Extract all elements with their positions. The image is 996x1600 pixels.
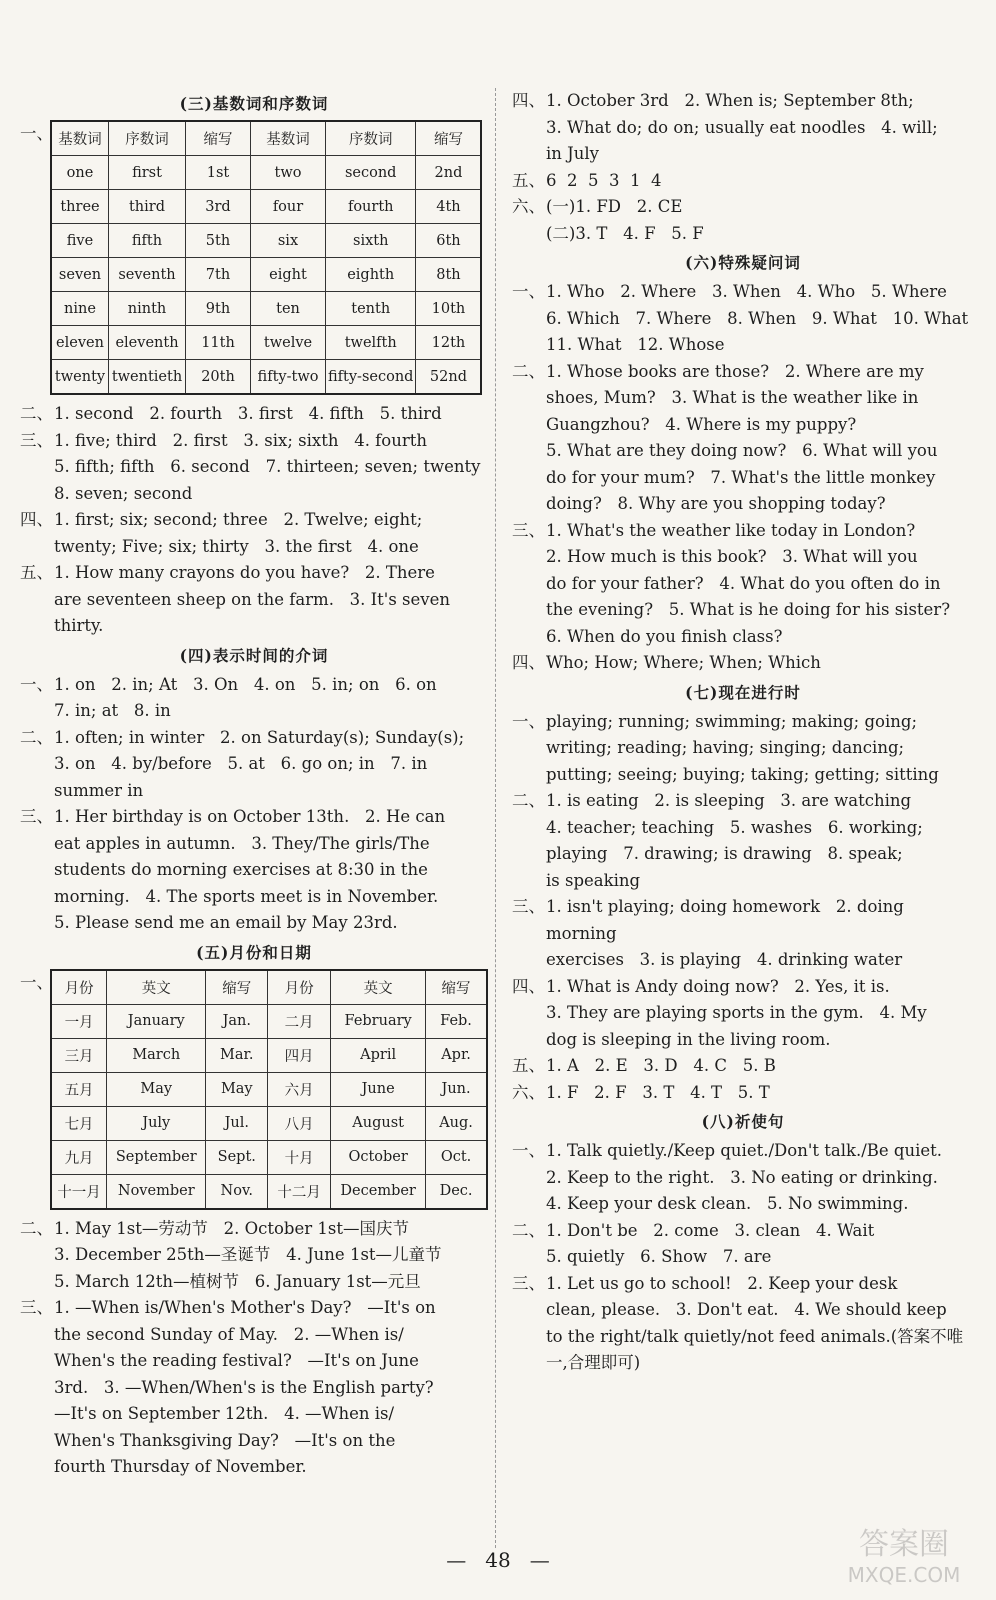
answer-block bbox=[512, 359, 974, 518]
table-cell: March bbox=[107, 1038, 206, 1072]
table-cell: 7th bbox=[186, 258, 251, 292]
answer-line: 3. What do; do on; usually eat noodles 4. will; bbox=[546, 117, 938, 137]
answer-line: clean, please. 3. Don't eat. 4. We should keep bbox=[546, 1300, 947, 1319]
answer-line: 1. Her birthday is on October 13th. 2. He can bbox=[54, 807, 446, 826]
table-row bbox=[51, 1174, 487, 1209]
question-marker: 三、 bbox=[20, 430, 53, 450]
table-cell: Apr. bbox=[426, 1038, 487, 1072]
question-marker: 六、 bbox=[512, 197, 545, 216]
numbers-table-block bbox=[20, 120, 488, 395]
page-dash-left: — bbox=[446, 1548, 467, 1572]
answer-line: are seventeen sheep on the farm. 3. It's seven bbox=[54, 589, 450, 609]
table-row bbox=[51, 1004, 487, 1038]
table-cell: 11th bbox=[186, 326, 251, 360]
question-marker: 一、 bbox=[20, 972, 53, 992]
section-title-5: (五)月份和日期 bbox=[196, 942, 312, 962]
answer-line: 1. Who 2. Where 3. When 4. Who 5. Where bbox=[546, 282, 947, 301]
answer-block bbox=[512, 518, 974, 651]
table-cell: twelve bbox=[251, 326, 326, 360]
table-cell: eight bbox=[251, 258, 326, 292]
answer-line: 1. A 2. E 3. D 4. C 5. B bbox=[546, 1056, 776, 1075]
question-marker: 二、 bbox=[20, 404, 53, 423]
answer-line: in July bbox=[546, 144, 599, 163]
answer-line: 5. What are they doing now? 6. What will you bbox=[546, 441, 938, 460]
answer-block bbox=[512, 1053, 974, 1080]
answer-line: Guangzhou? 4. Where is my puppy? bbox=[546, 414, 857, 434]
table-row bbox=[51, 224, 481, 258]
question-marker: 三、 bbox=[512, 520, 545, 540]
answer-block bbox=[20, 1216, 488, 1296]
table-cell: 基数词 bbox=[51, 121, 109, 156]
table-cell: third bbox=[109, 190, 186, 224]
table-cell: 五月 bbox=[51, 1072, 107, 1106]
answer-line: 1. October 3rd 2. When is; September 8th; bbox=[546, 91, 914, 110]
answer-block bbox=[512, 788, 974, 894]
question-marker: 三、 bbox=[20, 1298, 53, 1317]
answer-line: 1. isn't playing; doing homework 2. doing morning bbox=[546, 897, 910, 943]
answer-line: 3. on 4. by/before 5. at 6. go on; in 7. in bbox=[54, 754, 428, 773]
table-cell: second bbox=[326, 156, 416, 190]
answer-line: Who; How; Where; When; Which bbox=[546, 653, 821, 672]
question-marker: 六、 bbox=[512, 1082, 545, 1102]
table-cell: 月份 bbox=[268, 970, 331, 1005]
answer-line: playing; running; swimming; making; going; bbox=[546, 711, 918, 731]
answer-line: playing 7. drawing; is drawing 8. speak; bbox=[546, 844, 903, 863]
table-cell: eighth bbox=[326, 258, 416, 292]
answer-block bbox=[20, 1295, 488, 1481]
answer-line: When's the reading festival? —It's on June bbox=[54, 1351, 419, 1370]
table-cell: September bbox=[107, 1140, 206, 1174]
table-row bbox=[51, 326, 481, 360]
table-cell: 6th bbox=[416, 224, 482, 258]
answer-line: 1. first; six; second; three 2. Twelve; eight; bbox=[54, 510, 423, 529]
table-cell: 序数词 bbox=[326, 121, 416, 156]
table-cell: 六月 bbox=[268, 1072, 331, 1106]
answer-line: 5. quietly 6. Show 7. are bbox=[546, 1247, 772, 1266]
answer-block bbox=[512, 279, 974, 359]
table-row bbox=[51, 1106, 487, 1140]
question-marker: 二、 bbox=[512, 1220, 545, 1240]
answer-block bbox=[512, 88, 974, 168]
table-cell: 8th bbox=[416, 258, 482, 292]
table-cell: ninth bbox=[109, 292, 186, 326]
question-marker: 三、 bbox=[20, 807, 53, 826]
question-marker: 五、 bbox=[512, 1056, 545, 1075]
table-cell: ten bbox=[251, 292, 326, 326]
table-cell: two bbox=[251, 156, 326, 190]
table-cell: 缩写 bbox=[186, 121, 251, 156]
question-marker: 二、 bbox=[512, 361, 545, 381]
answer-line: writing; reading; having; singing; dancing; bbox=[546, 738, 905, 757]
answer-line: 1. How many crayons do you have? 2. There bbox=[54, 563, 435, 582]
answer-line: twenty; Five; six; thirty 3. the first 4. one bbox=[54, 536, 419, 556]
table-cell: five bbox=[51, 224, 109, 258]
question-marker: 四、 bbox=[512, 653, 545, 672]
question-marker: 一、 bbox=[512, 711, 545, 731]
table-cell: first bbox=[109, 156, 186, 190]
table-cell: three bbox=[51, 190, 109, 224]
answer-line: 5. March 12th—植树节 6. January 1st—元旦 bbox=[54, 1271, 421, 1291]
table-cell: seventh bbox=[109, 258, 186, 292]
table-cell: Dec. bbox=[426, 1174, 487, 1209]
question-marker: 一、 bbox=[20, 674, 53, 694]
table-cell: tenth bbox=[326, 292, 416, 326]
table-cell: Sept. bbox=[206, 1140, 268, 1174]
answer-line: morning. 4. The sports meet is in November. bbox=[54, 886, 439, 906]
table-cell: twentieth bbox=[109, 360, 186, 395]
answer-block bbox=[512, 168, 974, 195]
table-cell: 缩写 bbox=[206, 970, 268, 1005]
table-cell: nine bbox=[51, 292, 109, 326]
answer-line: the second Sunday of May. 2. —When is/ bbox=[54, 1324, 404, 1344]
section-title-6: (六)特殊疑问词 bbox=[685, 253, 801, 272]
answer-line: is speaking bbox=[546, 870, 641, 890]
table-cell: 月份 bbox=[51, 970, 107, 1005]
answer-line: 6. Which 7. Where 8. When 9. What 10. What bbox=[546, 308, 969, 328]
table-cell: 序数词 bbox=[109, 121, 186, 156]
answer-block bbox=[20, 401, 488, 428]
answer-line: 1. F 2. F 3. T 4. T 5. T bbox=[546, 1082, 770, 1102]
table-cell: 基数词 bbox=[251, 121, 326, 156]
answer-line: 1. What is Andy doing now? 2. Yes, it is. bbox=[546, 976, 890, 996]
table-cell: 3rd bbox=[186, 190, 251, 224]
question-marker: 二、 bbox=[512, 791, 545, 810]
section-7-answers bbox=[512, 709, 974, 1107]
answer-block bbox=[20, 804, 488, 937]
question-marker: 四、 bbox=[512, 976, 545, 996]
table-cell: fourth bbox=[326, 190, 416, 224]
answer-line: 1. Talk quietly./Keep quiet./Don't talk./Be quiet. bbox=[546, 1141, 943, 1160]
answer-line: shoes, Mum? 3. What is the weather like in bbox=[546, 388, 919, 407]
table-cell: 4th bbox=[416, 190, 482, 224]
table-row bbox=[51, 1072, 487, 1106]
question-marker: 四、 bbox=[512, 91, 545, 110]
table-row bbox=[51, 190, 481, 224]
table-cell: October bbox=[331, 1140, 426, 1174]
table-cell: one bbox=[51, 156, 109, 190]
answer-line: to the right/talk quietly/not feed animals.(答案不唯 bbox=[546, 1326, 964, 1346]
numbers-table bbox=[50, 120, 482, 395]
table-cell: April bbox=[331, 1038, 426, 1072]
answer-line: dog is sleeping in the living room. bbox=[546, 1029, 831, 1049]
table-row bbox=[51, 1140, 487, 1174]
question-marker: 一、 bbox=[20, 124, 53, 143]
answer-line: 1. May 1st—劳动节 2. October 1st—国庆节 bbox=[54, 1218, 409, 1238]
answer-line: —It's on September 12th. 4. —When is/ bbox=[54, 1404, 395, 1423]
table-cell: 二月 bbox=[268, 1004, 331, 1038]
answer-line: 3. December 25th—圣诞节 4. June 1st—儿童节 bbox=[54, 1245, 442, 1264]
answer-block bbox=[512, 194, 974, 247]
answer-line: 3. They are playing sports in the gym. 4. My bbox=[546, 1003, 927, 1022]
answer-block bbox=[20, 560, 488, 640]
months-table-block bbox=[20, 969, 488, 1210]
table-cell: Feb. bbox=[426, 1004, 487, 1038]
table-header-row bbox=[51, 970, 487, 1005]
table-cell: seven bbox=[51, 258, 109, 292]
table-row bbox=[51, 360, 481, 395]
answer-line: 5. Please send me an email by May 23rd. bbox=[54, 913, 398, 932]
question-marker: 五、 bbox=[512, 170, 545, 190]
table-cell: January bbox=[107, 1004, 206, 1038]
table-cell: fifty-two bbox=[251, 360, 326, 395]
table-cell: 四月 bbox=[268, 1038, 331, 1072]
answer-line: doing? 8. Why are you shopping today? bbox=[546, 494, 886, 513]
table-cell: 20th bbox=[186, 360, 251, 395]
section-4-answers bbox=[20, 672, 488, 937]
table-cell: 九月 bbox=[51, 1140, 107, 1174]
section-6-answers bbox=[512, 279, 974, 677]
table-cell: twenty bbox=[51, 360, 109, 395]
section-8-answers bbox=[512, 1138, 974, 1377]
answer-line: 2. How much is this book? 3. What will you bbox=[546, 547, 918, 566]
answer-block bbox=[512, 650, 974, 677]
table-cell: 2nd bbox=[416, 156, 482, 190]
section-title-7: (七)现在进行时 bbox=[685, 682, 801, 702]
question-marker: 二、 bbox=[20, 727, 53, 747]
answer-line: students do morning exercises at 8:30 in the bbox=[54, 860, 428, 879]
watermark-line1: 答案圈 bbox=[859, 1527, 949, 1562]
answer-block bbox=[512, 709, 974, 789]
table-cell: 三月 bbox=[51, 1038, 107, 1072]
question-marker: 三、 bbox=[512, 897, 545, 916]
answer-block bbox=[20, 507, 488, 560]
column-divider bbox=[495, 88, 496, 1548]
table-cell: 52nd bbox=[416, 360, 482, 395]
answer-line: 1. Don't be 2. come 3. clean 4. Wait bbox=[546, 1220, 875, 1240]
table-cell: 9th bbox=[186, 292, 251, 326]
watermark-logo bbox=[824, 1520, 984, 1590]
answer-line: When's Thanksgiving Day? —It's on the bbox=[54, 1430, 396, 1450]
table-header-row bbox=[51, 121, 481, 156]
question-marker: 一、 bbox=[512, 282, 545, 301]
answer-line: putting; seeing; buying; taking; getting; sitting bbox=[546, 764, 939, 784]
answer-line: the evening? 5. What is he doing for his sister? bbox=[546, 600, 951, 619]
table-cell: Jan. bbox=[206, 1004, 268, 1038]
section-title-4: (四)表示时间的介词 bbox=[179, 645, 329, 665]
answer-line: (二)3. T 4. F 5. F bbox=[546, 223, 704, 243]
table-cell: Mar. bbox=[206, 1038, 268, 1072]
table-cell: 八月 bbox=[268, 1106, 331, 1140]
answer-line: 4. teacher; teaching 5. washes 6. working; bbox=[546, 817, 923, 837]
answer-block bbox=[512, 974, 974, 1054]
section-5-answers bbox=[20, 1216, 488, 1481]
table-cell: 英文 bbox=[107, 970, 206, 1005]
answer-block bbox=[512, 1271, 974, 1377]
question-marker: 二、 bbox=[20, 1218, 53, 1238]
answer-line: 1. —When is/When's Mother's Day? —It's on bbox=[54, 1298, 436, 1317]
table-cell: 十月 bbox=[268, 1140, 331, 1174]
answer-line: do for your father? 4. What do you often do in bbox=[546, 573, 941, 593]
table-cell: December bbox=[331, 1174, 426, 1209]
answer-line: thirty. bbox=[54, 616, 104, 635]
answer-block bbox=[20, 428, 488, 508]
answer-line: 1. often; in winter 2. on Saturday(s); Sunday(s); bbox=[54, 727, 465, 747]
page-number-value: 48 bbox=[485, 1548, 511, 1572]
question-marker: 一、 bbox=[512, 1141, 545, 1160]
table-cell: Aug. bbox=[426, 1106, 487, 1140]
table-cell: June bbox=[331, 1072, 426, 1106]
answer-block bbox=[20, 725, 488, 805]
table-cell: six bbox=[251, 224, 326, 258]
table-cell: 十二月 bbox=[268, 1174, 331, 1209]
table-cell: sixth bbox=[326, 224, 416, 258]
table-cell: 七月 bbox=[51, 1106, 107, 1140]
table-row bbox=[51, 1038, 487, 1072]
answer-line: 3rd. 3. —When/When's is the English party? bbox=[54, 1377, 434, 1397]
question-marker: 五、 bbox=[20, 563, 53, 582]
table-cell: eleventh bbox=[109, 326, 186, 360]
table-cell: Jul. bbox=[206, 1106, 268, 1140]
answer-line: 6. When do you finish class? bbox=[546, 626, 783, 646]
answer-line: (一)1. FD 2. CE bbox=[546, 197, 683, 216]
table-cell: November bbox=[107, 1174, 206, 1209]
table-cell: 5th bbox=[186, 224, 251, 258]
table-cell: Oct. bbox=[426, 1140, 487, 1174]
table-cell: 缩写 bbox=[416, 121, 482, 156]
table-cell: Jun. bbox=[426, 1072, 487, 1106]
table-cell: February bbox=[331, 1004, 426, 1038]
table-cell: four bbox=[251, 190, 326, 224]
table-cell: May bbox=[206, 1072, 268, 1106]
answer-line: 1. What's the weather like today in London? bbox=[546, 520, 916, 540]
table-row bbox=[51, 258, 481, 292]
section-5-continued-answers bbox=[512, 88, 974, 247]
section-title-8: (八)祈使句 bbox=[701, 1112, 785, 1131]
answer-line: 2. Keep to the right. 3. No eating or drinking. bbox=[546, 1167, 938, 1187]
table-cell: 一月 bbox=[51, 1004, 107, 1038]
answer-block bbox=[20, 672, 488, 725]
section-3-answers bbox=[20, 401, 488, 640]
answer-line: 1. on 2. in; At 3. On 4. on 5. in; on 6. on bbox=[54, 674, 437, 694]
table-cell: 1st bbox=[186, 156, 251, 190]
answer-line: 1. Let us go to school! 2. Keep your desk bbox=[546, 1273, 898, 1293]
answer-line: 1. five; third 2. first 3. six; sixth 4. fourth bbox=[54, 430, 427, 450]
months-table bbox=[50, 969, 488, 1210]
table-cell: twelfth bbox=[326, 326, 416, 360]
answer-line: exercises 3. is playing 4. drinking water bbox=[546, 950, 903, 969]
question-marker: 三、 bbox=[512, 1273, 545, 1293]
answer-line: 5. fifth; fifth 6. second 7. thirteen; seven; twenty bbox=[54, 457, 481, 476]
answer-line: 11. What 12. Whose bbox=[546, 335, 725, 354]
answer-line: do for your mum? 7. What's the little monkey bbox=[546, 467, 936, 487]
answer-line: summer in bbox=[54, 780, 144, 800]
answer-line: 1. Whose books are those? 2. Where are my bbox=[546, 361, 924, 381]
answer-line: 1. is eating 2. is sleeping 3. are watching bbox=[546, 791, 912, 810]
table-cell: May bbox=[107, 1072, 206, 1106]
answer-block bbox=[512, 1080, 974, 1107]
table-row bbox=[51, 156, 481, 190]
left-column bbox=[20, 88, 488, 1481]
table-cell: fifth bbox=[109, 224, 186, 258]
table-cell: 10th bbox=[416, 292, 482, 326]
answer-line: 7. in; at 8. in bbox=[54, 701, 171, 720]
answer-block bbox=[512, 894, 974, 974]
table-cell: August bbox=[331, 1106, 426, 1140]
answer-block bbox=[512, 1218, 974, 1271]
answer-line: 1. second 2. fourth 3. first 4. fifth 5. third bbox=[54, 404, 442, 423]
right-column bbox=[512, 88, 974, 1377]
answer-block bbox=[512, 1138, 974, 1218]
section-title-3: (三)基数词和序数词 bbox=[179, 94, 329, 113]
answer-line: 4. Keep your desk clean. 5. No swimming. bbox=[546, 1194, 909, 1213]
table-cell: 缩写 bbox=[426, 970, 487, 1005]
table-cell: 十一月 bbox=[51, 1174, 107, 1209]
answer-line: 8. seven; second bbox=[54, 483, 193, 503]
table-cell: eleven bbox=[51, 326, 109, 360]
table-row bbox=[51, 292, 481, 326]
page-dash-right: — bbox=[529, 1548, 550, 1572]
answer-line: 一,合理即可) bbox=[546, 1353, 641, 1372]
question-marker: 四、 bbox=[20, 510, 53, 529]
answer-line: fourth Thursday of November. bbox=[54, 1457, 307, 1476]
table-cell: fifty-second bbox=[326, 360, 416, 395]
answer-line: 6 2 5 3 1 4 bbox=[546, 170, 662, 190]
table-cell: July bbox=[107, 1106, 206, 1140]
table-cell: 12th bbox=[416, 326, 482, 360]
table-cell: Nov. bbox=[206, 1174, 268, 1209]
watermark-line2: MXQE.COM bbox=[847, 1563, 961, 1587]
table-cell: 英文 bbox=[331, 970, 426, 1005]
answer-line: eat apples in autumn. 3. They/The girls/The bbox=[54, 833, 430, 853]
